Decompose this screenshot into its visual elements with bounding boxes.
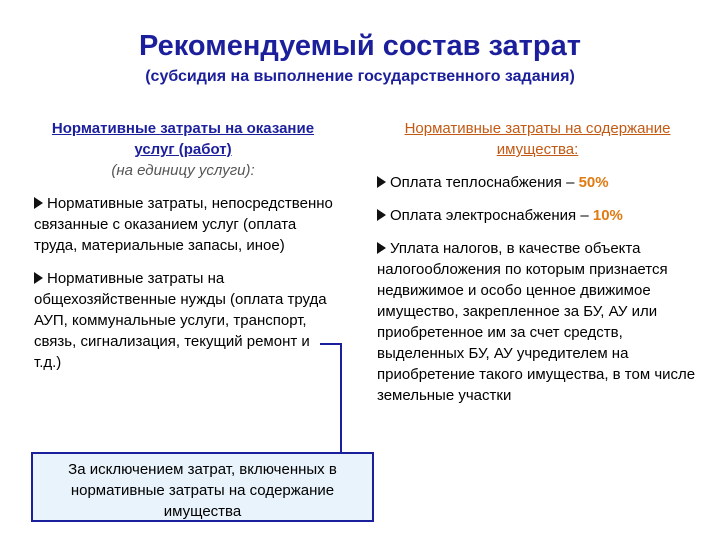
arrow-bullet-icon (377, 176, 386, 188)
list-item (34, 268, 339, 373)
arrow-bullet-icon (34, 272, 43, 284)
left-bullet-list (34, 193, 339, 385)
arrow-bullet-icon (377, 209, 386, 221)
percent-value: 50% (578, 174, 609, 191)
callout-box: За исключением затрат, включенных в нормативные затраты на содержание имущества (31, 452, 374, 522)
right-column-heading: Нормативные затраты на содержание имущества: (404, 120, 671, 158)
percent-value: 10% (592, 207, 623, 224)
left-column-heading (38, 118, 328, 181)
page-title: Рекомендуемый состав затрат (139, 30, 581, 62)
page-subtitle: (субсидия на выполнение государственного задания) (145, 68, 575, 85)
list-item-text: Оплата теплоснабжения – (390, 174, 579, 191)
left-heading-text: Нормативные затраты на оказание услуг (работ) (51, 120, 315, 158)
list-item-text: Уплата налогов, в качестве объекта налогообложения по которым признается недвижимое и особо ценное движимое имущество, закрепленное за БУ, АУ или приобретенное им за счет средств, выделенных БУ, АУ учредителем на приобретение такого имущества, в том числе земельные участки (377, 240, 696, 404)
list-item (377, 205, 702, 226)
list-item-text: Нормативные затраты на общехозяйственные нужды (оплата труда АУП, коммунальные услуги, транспорт, связь, сигнализация, текущий ремонт и т.д.) (34, 270, 327, 371)
left-heading-note: (на единицу услуги): (111, 162, 255, 179)
list-item (377, 172, 702, 193)
list-item (377, 238, 702, 406)
arrow-bullet-icon (34, 197, 43, 209)
arrow-bullet-icon (377, 242, 386, 254)
list-item-text: Нормативные затраты, непосредственно связанные с оказанием услуг (оплата труда, материальные запасы, иное) (34, 195, 333, 254)
list-item (34, 193, 339, 256)
list-item-text: Оплата электроснабжения – (390, 207, 593, 224)
right-bullet-list (377, 172, 702, 418)
